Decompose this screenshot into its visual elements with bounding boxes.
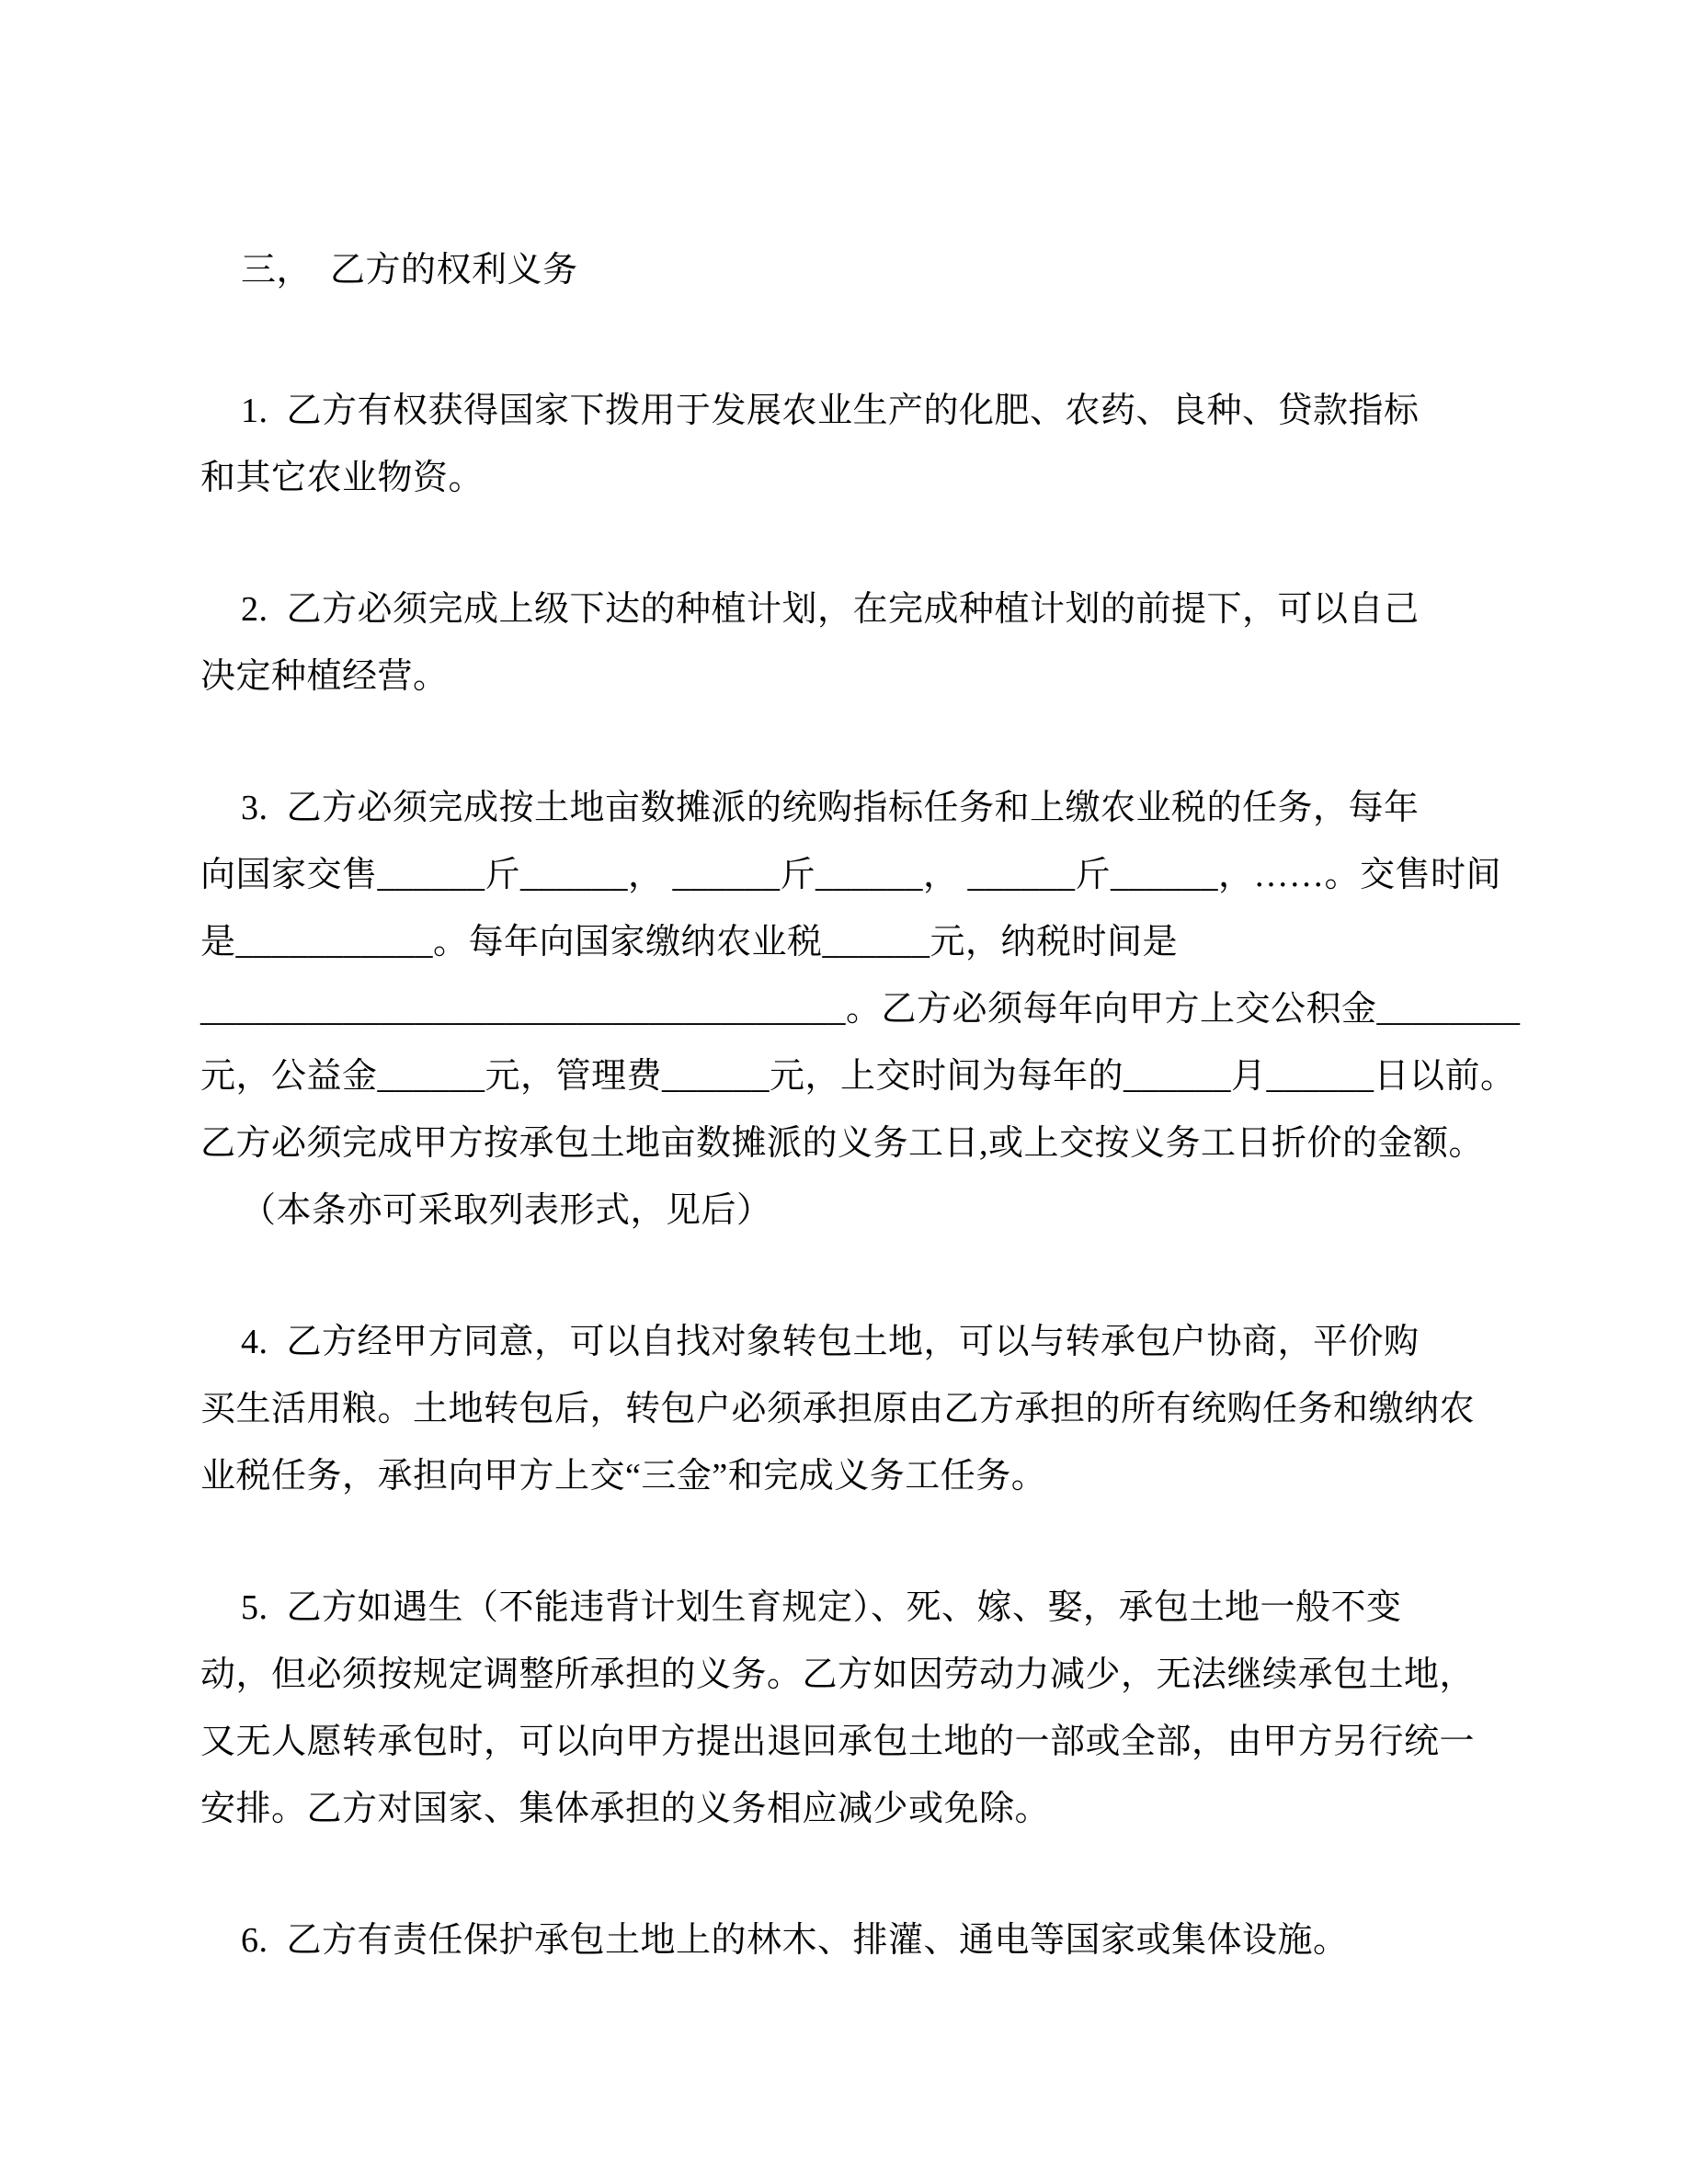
clause-3-line-4: ____________________________________。乙方必须每年向甲方上交公积金________ [200,990,1521,1029]
clause-3-line-6: 乙方必须完成甲方按承包土地亩数摊派的义务工日,或上交按义务工日折价的金额。 [200,1124,1485,1163]
section-heading: 三， 乙方的权利义务 [241,251,578,290]
clause-5-line-1: 5. 乙方如遇生（不能违背计划生育规定）、死、嫁、娶，承包土地一般不变 [241,1588,1402,1627]
clause-6 [200,1907,1526,1974]
clause-5-line-3: 又无人愿转承包时，可以向甲方提出退回承包土地的一部或全部，由甲方另行统一 [200,1723,1476,1761]
clause-3-line-3: 是___________。每年向国家缴纳农业税______元，纳税时间是 [200,923,1179,961]
clause-4 [200,1309,1526,1510]
clause-2-line-1: 2. 乙方必须完成上级下达的种植计划，在完成种植计划的前提下，可以自己 [241,590,1420,629]
clause-2-line-2: 决定种植经营。 [200,657,449,696]
clause-4-line-1: 4. 乙方经甲方同意，可以自找对象转包土地，可以与转承包户协商，平价购 [241,1323,1420,1361]
clause-6-line-1: 6. 乙方有责任保护承包土地上的林木、排灌、通电等国家或集体设施。 [241,1921,1349,1960]
clause-4-line-3: 业税任务，承担向甲方上交“三金”和完成义务工任务。 [200,1457,1047,1496]
clause-5-line-2: 动，但必须按规定调整所承担的义务。乙方如因劳动力减少，无法继续承包土地， [200,1655,1476,1694]
clause-2 [200,576,1526,711]
clause-4-line-2: 买生活用粮。土地转包后，转包户必须承担原由乙方承担的所有统购任务和缴纳农 [200,1390,1476,1428]
clause-1 [200,378,1526,512]
clause-1-line-2: 和其它农业物资。 [200,459,485,497]
clause-3-line-2: 向国家交售______斤______， ______斤______， ______斤______，……。交售时间 [200,856,1502,894]
clause-3-note-line: （本条亦可采取列表形式，见后） [241,1191,772,1230]
clause-1-line-1: 1. 乙方有权获得国家下拨用于发展农业生产的化肥、农药、良种、贷款指标 [241,392,1420,430]
clause-3-line-5: 元，公益金______元，管理费______元，上交时间为每年的______月______日以前。 [200,1057,1516,1096]
clause-3-line-1: 3. 乙方必须完成按土地亩数摊派的统购指标任务和上缴农业税的任务，每年 [241,789,1420,827]
clause-3 [200,775,1526,1245]
clause-5-line-4: 安排。乙方对国家、集体承担的义务相应减少或免除。 [200,1790,1051,1828]
clause-5 [200,1575,1526,1843]
